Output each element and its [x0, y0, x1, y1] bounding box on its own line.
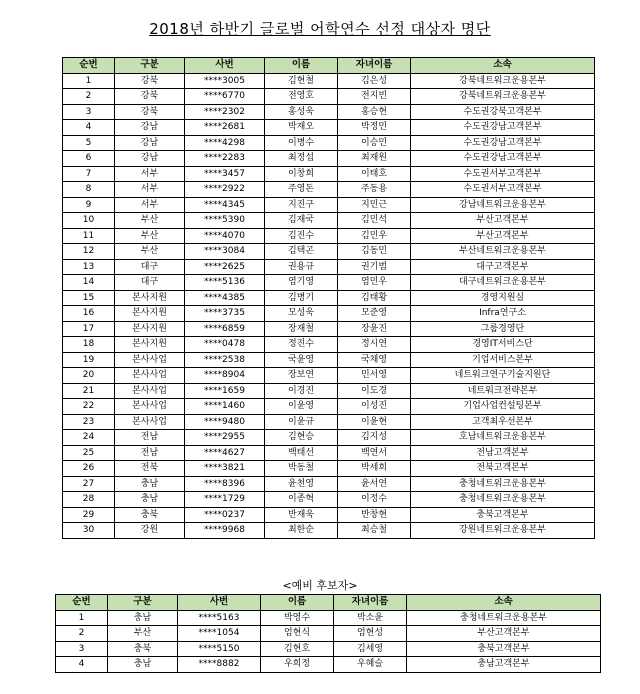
table-row [63, 306, 595, 322]
table-row [56, 657, 601, 673]
cell-employee-id: ****9968 [185, 523, 265, 539]
cell-child-name: 전지빈 [338, 89, 411, 105]
cell-department: 부산고객본부 [407, 626, 601, 642]
table-row [63, 228, 595, 244]
table-body [56, 610, 601, 672]
table-row [63, 445, 595, 461]
cell-index: 3 [63, 104, 115, 120]
cell-index: 9 [63, 197, 115, 213]
cell-employee-id: ****8882 [178, 657, 261, 673]
cell-region: 서부 [115, 166, 185, 182]
cell-department: 수도권강남고객본부 [411, 120, 595, 136]
cell-department: 네트워크전략본부 [411, 383, 595, 399]
cell-department: 네트워크연구기술지원단 [411, 368, 595, 384]
cell-department: 수도권서부고객본부 [411, 166, 595, 182]
column-header-index: 순번 [56, 595, 108, 611]
cell-child-name: 박소윤 [334, 610, 407, 626]
cell-index: 11 [63, 228, 115, 244]
table-row [63, 182, 595, 198]
column-header-region: 구분 [108, 595, 178, 611]
cell-index: 19 [63, 352, 115, 368]
cell-name: 국윤영 [265, 352, 338, 368]
table-row [63, 73, 595, 89]
cell-child-name: 모준영 [338, 306, 411, 322]
cell-employee-id: ****1729 [185, 492, 265, 508]
reserve-table [55, 594, 601, 673]
cell-department: 전북고객본부 [411, 461, 595, 477]
cell-name: 김현철 [265, 73, 338, 89]
table-row [63, 89, 595, 105]
cell-department: 대구고객본부 [411, 259, 595, 275]
cell-name: 엄현식 [261, 626, 334, 642]
column-header-index: 순번 [63, 58, 115, 74]
cell-name: 장재철 [265, 321, 338, 337]
cell-index: 29 [63, 507, 115, 523]
cell-name: 최정섭 [265, 151, 338, 167]
cell-index: 2 [63, 89, 115, 105]
cell-region: 충남 [108, 610, 178, 626]
cell-employee-id: ****0237 [185, 507, 265, 523]
cell-region: 본사사업 [115, 399, 185, 415]
cell-employee-id: ****3821 [185, 461, 265, 477]
cell-child-name: 이정수 [338, 492, 411, 508]
column-header-department: 소속 [411, 58, 595, 74]
cell-name: 이창희 [265, 166, 338, 182]
cell-region: 강남 [115, 120, 185, 136]
cell-department: 충북고객본부 [411, 507, 595, 523]
cell-employee-id: ****3084 [185, 244, 265, 260]
cell-employee-id: ****6770 [185, 89, 265, 105]
cell-name: 김현호 [261, 641, 334, 657]
page-title: 2018년 하반기 글로벌 어학연수 선정 대상자 명단 [149, 20, 491, 38]
cell-index: 18 [63, 337, 115, 353]
cell-name: 홍성욱 [265, 104, 338, 120]
cell-index: 22 [63, 399, 115, 415]
cell-child-name: 이태호 [338, 166, 411, 182]
cell-index: 13 [63, 259, 115, 275]
table-row [63, 213, 595, 229]
cell-region: 전남 [115, 445, 185, 461]
cell-name: 염기영 [265, 275, 338, 291]
cell-region: 전북 [115, 461, 185, 477]
cell-employee-id: ****2625 [185, 259, 265, 275]
cell-name: 이병수 [265, 135, 338, 151]
table-row [63, 259, 595, 275]
cell-index: 27 [63, 476, 115, 492]
cell-child-name: 지민근 [338, 197, 411, 213]
table-header-row [63, 58, 595, 74]
cell-index: 1 [63, 73, 115, 89]
cell-index: 23 [63, 414, 115, 430]
cell-index: 14 [63, 275, 115, 291]
table-row [63, 368, 595, 384]
column-header-child-name: 자녀이름 [338, 58, 411, 74]
table-row [56, 626, 601, 642]
cell-employee-id: ****1054 [178, 626, 261, 642]
table-row [63, 151, 595, 167]
cell-department: 부산고객본부 [411, 228, 595, 244]
cell-employee-id: ****4385 [185, 290, 265, 306]
cell-child-name: 주동용 [338, 182, 411, 198]
table-row [56, 610, 601, 626]
cell-department: 수도권강남고객본부 [411, 151, 595, 167]
column-header-region: 구분 [115, 58, 185, 74]
cell-department: 강북네트워크운용본부 [411, 89, 595, 105]
cell-name: 윤천영 [265, 476, 338, 492]
cell-region: 서부 [115, 182, 185, 198]
cell-child-name: 김세영 [334, 641, 407, 657]
cell-name: 최한순 [265, 523, 338, 539]
cell-employee-id: ****2283 [185, 151, 265, 167]
cell-index: 26 [63, 461, 115, 477]
table-row [56, 641, 601, 657]
cell-index: 28 [63, 492, 115, 508]
cell-department: 경영IT서비스단 [411, 337, 595, 353]
cell-name: 김진수 [265, 228, 338, 244]
table-row [63, 492, 595, 508]
cell-region: 충남 [115, 492, 185, 508]
cell-child-name: 최재원 [338, 151, 411, 167]
cell-child-name: 우혜슬 [334, 657, 407, 673]
cell-department: 기업사업컨설팅본부 [411, 399, 595, 415]
cell-region: 전남 [115, 430, 185, 446]
cell-department: 수도권강남고객본부 [411, 135, 595, 151]
cell-department: 강원네트워크운용본부 [411, 523, 595, 539]
cell-department: 부산고객본부 [411, 213, 595, 229]
table-row [63, 383, 595, 399]
cell-child-name: 김민우 [338, 228, 411, 244]
cell-child-name: 장윤진 [338, 321, 411, 337]
column-header-name: 이름 [265, 58, 338, 74]
cell-department: 대구네트워크운용본부 [411, 275, 595, 291]
cell-child-name: 김지성 [338, 430, 411, 446]
cell-department: 경영지원실 [411, 290, 595, 306]
cell-name: 김병기 [265, 290, 338, 306]
cell-index: 2 [56, 626, 108, 642]
cell-name: 박영수 [261, 610, 334, 626]
cell-region: 부산 [115, 213, 185, 229]
cell-index: 24 [63, 430, 115, 446]
cell-region: 강남 [115, 151, 185, 167]
cell-region: 충북 [115, 507, 185, 523]
column-header-name: 이름 [261, 595, 334, 611]
cell-name: 박동철 [265, 461, 338, 477]
cell-employee-id: ****5136 [185, 275, 265, 291]
cell-name: 이경진 [265, 383, 338, 399]
table-row [63, 352, 595, 368]
cell-employee-id: ****1460 [185, 399, 265, 415]
cell-department: 충북고객본부 [407, 641, 601, 657]
cell-department: 강북네트워크운용본부 [411, 73, 595, 89]
cell-name: 모성욱 [265, 306, 338, 322]
cell-employee-id: ****5163 [178, 610, 261, 626]
cell-child-name: 이성진 [338, 399, 411, 415]
cell-employee-id: ****6859 [185, 321, 265, 337]
cell-child-name: 김은성 [338, 73, 411, 89]
cell-child-name: 박세희 [338, 461, 411, 477]
cell-employee-id: ****8904 [185, 368, 265, 384]
cell-child-name: 엄현성 [334, 626, 407, 642]
cell-region: 강남 [115, 135, 185, 151]
cell-child-name: 최승철 [338, 523, 411, 539]
cell-name: 정진수 [265, 337, 338, 353]
cell-region: 서부 [115, 197, 185, 213]
cell-index: 10 [63, 213, 115, 229]
table-row [63, 523, 595, 539]
cell-name: 백태선 [265, 445, 338, 461]
cell-department: 고객최우선본부 [411, 414, 595, 430]
table-row [63, 430, 595, 446]
cell-employee-id: ****0478 [185, 337, 265, 353]
cell-region: 본사지원 [115, 337, 185, 353]
cell-employee-id: ****4627 [185, 445, 265, 461]
cell-child-name: 윤서연 [338, 476, 411, 492]
cell-department: 충청네트워크운용본부 [407, 610, 601, 626]
cell-region: 충북 [108, 641, 178, 657]
cell-index: 4 [63, 120, 115, 136]
table-row [63, 399, 595, 415]
table-row [63, 337, 595, 353]
cell-index: 21 [63, 383, 115, 399]
cell-employee-id: ****4070 [185, 228, 265, 244]
cell-region: 본사지원 [115, 321, 185, 337]
cell-name: 김택곤 [265, 244, 338, 260]
table-row [63, 120, 595, 136]
cell-department: Infra연구소 [411, 306, 595, 322]
cell-employee-id: ****9480 [185, 414, 265, 430]
column-header-department: 소속 [407, 595, 601, 611]
cell-name: 김재국 [265, 213, 338, 229]
cell-child-name: 김동민 [338, 244, 411, 260]
cell-region: 부산 [108, 626, 178, 642]
cell-region: 본사지원 [115, 306, 185, 322]
cell-child-name: 정시연 [338, 337, 411, 353]
cell-employee-id: ****2955 [185, 430, 265, 446]
cell-index: 12 [63, 244, 115, 260]
cell-region: 강북 [115, 104, 185, 120]
cell-employee-id: ****3735 [185, 306, 265, 322]
cell-child-name: 권기범 [338, 259, 411, 275]
cell-employee-id: ****3457 [185, 166, 265, 182]
cell-child-name: 국채영 [338, 352, 411, 368]
cell-department: 전남고객본부 [411, 445, 595, 461]
cell-region: 부산 [115, 244, 185, 260]
table-row [63, 290, 595, 306]
cell-name: 반재욱 [265, 507, 338, 523]
cell-region: 대구 [115, 259, 185, 275]
cell-child-name: 이승민 [338, 135, 411, 151]
cell-department: 충청네트워크운용본부 [411, 492, 595, 508]
cell-region: 본사지원 [115, 290, 185, 306]
cell-department: 충청네트워크운용본부 [411, 476, 595, 492]
cell-name: 이윤규 [265, 414, 338, 430]
cell-employee-id: ****1659 [185, 383, 265, 399]
cell-employee-id: ****2538 [185, 352, 265, 368]
cell-department: 부산네트워크운용본부 [411, 244, 595, 260]
cell-region: 충남 [115, 476, 185, 492]
cell-index: 17 [63, 321, 115, 337]
cell-employee-id: ****2302 [185, 104, 265, 120]
cell-index: 3 [56, 641, 108, 657]
selection-table [62, 57, 595, 539]
cell-employee-id: ****5390 [185, 213, 265, 229]
table-row [63, 476, 595, 492]
cell-name: 우희정 [261, 657, 334, 673]
cell-department: 호남네트워크운용본부 [411, 430, 595, 446]
cell-child-name: 박정민 [338, 120, 411, 136]
cell-region: 부산 [115, 228, 185, 244]
cell-name: 주영돈 [265, 182, 338, 198]
cell-employee-id: ****5150 [178, 641, 261, 657]
cell-child-name: 이윤현 [338, 414, 411, 430]
table-row [63, 507, 595, 523]
table-row [63, 166, 595, 182]
cell-employee-id: ****4298 [185, 135, 265, 151]
cell-index: 6 [63, 151, 115, 167]
cell-index: 20 [63, 368, 115, 384]
table-row [63, 275, 595, 291]
cell-employee-id: ****3005 [185, 73, 265, 89]
cell-region: 대구 [115, 275, 185, 291]
cell-region: 본사사업 [115, 352, 185, 368]
cell-name: 이종혁 [265, 492, 338, 508]
cell-index: 4 [56, 657, 108, 673]
table-body [63, 73, 595, 538]
reserve-title: <예비 후보자> [282, 579, 358, 592]
cell-region: 강원 [115, 523, 185, 539]
column-header-child-name: 자녀이름 [334, 595, 407, 611]
cell-employee-id: ****4345 [185, 197, 265, 213]
cell-department: 강남네트워크운용본부 [411, 197, 595, 213]
column-header-employee-id: 사번 [185, 58, 265, 74]
cell-index: 25 [63, 445, 115, 461]
cell-index: 8 [63, 182, 115, 198]
cell-department: 수도권서부고객본부 [411, 182, 595, 198]
cell-name: 장보연 [265, 368, 338, 384]
cell-name: 박재오 [265, 120, 338, 136]
table-header-row [56, 595, 601, 611]
cell-employee-id: ****2681 [185, 120, 265, 136]
cell-department: 수도권강북고객본부 [411, 104, 595, 120]
cell-child-name: 백연서 [338, 445, 411, 461]
cell-index: 7 [63, 166, 115, 182]
cell-child-name: 이도경 [338, 383, 411, 399]
cell-name: 권용규 [265, 259, 338, 275]
cell-child-name: 민서영 [338, 368, 411, 384]
cell-region: 강북 [115, 73, 185, 89]
cell-employee-id: ****8396 [185, 476, 265, 492]
cell-department: 그룹경영단 [411, 321, 595, 337]
cell-region: 강북 [115, 89, 185, 105]
cell-child-name: 홍승현 [338, 104, 411, 120]
cell-region: 본사사업 [115, 368, 185, 384]
cell-name: 김현승 [265, 430, 338, 446]
table-row [63, 135, 595, 151]
cell-index: 15 [63, 290, 115, 306]
cell-name: 이윤영 [265, 399, 338, 415]
table-row [63, 461, 595, 477]
cell-name: 전영호 [265, 89, 338, 105]
cell-region: 충남 [108, 657, 178, 673]
table-row [63, 244, 595, 260]
cell-region: 본사사업 [115, 383, 185, 399]
cell-child-name: 김민석 [338, 213, 411, 229]
cell-child-name: 염민우 [338, 275, 411, 291]
table-row [63, 414, 595, 430]
cell-child-name: 반창현 [338, 507, 411, 523]
table-row [63, 321, 595, 337]
cell-department: 기업서비스본부 [411, 352, 595, 368]
cell-index: 1 [56, 610, 108, 626]
cell-index: 30 [63, 523, 115, 539]
table-row [63, 104, 595, 120]
cell-employee-id: ****2922 [185, 182, 265, 198]
cell-name: 지진구 [265, 197, 338, 213]
cell-index: 16 [63, 306, 115, 322]
column-header-employee-id: 사번 [178, 595, 261, 611]
cell-child-name: 김태황 [338, 290, 411, 306]
cell-index: 5 [63, 135, 115, 151]
cell-region: 본사사업 [115, 414, 185, 430]
cell-department: 충남고객본부 [407, 657, 601, 673]
table-row [63, 197, 595, 213]
